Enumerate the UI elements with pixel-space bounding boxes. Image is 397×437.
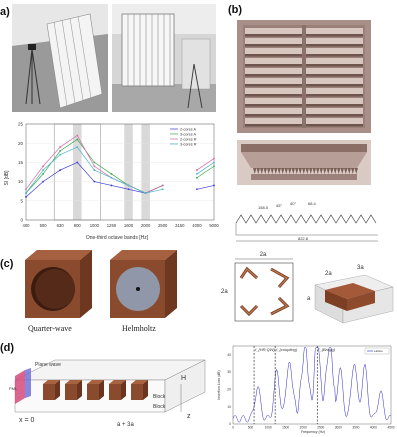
- block-a-label: Block: [153, 394, 166, 400]
- unit-cell-3d: [305, 255, 397, 335]
- waveguide-block: [109, 384, 121, 400]
- series-point: [93, 165, 95, 167]
- y-tick-label: 10: [227, 404, 231, 409]
- series-point: [42, 181, 44, 183]
- series-point: [59, 146, 61, 148]
- x-tick-label: 3150: [175, 223, 185, 228]
- length-label-text: a + 3a: [117, 422, 134, 428]
- pml-label: PML: [9, 386, 18, 391]
- dim-822: 822.8: [297, 236, 309, 241]
- louver-side-photo: [237, 140, 371, 185]
- x-tick-label: 2000: [299, 425, 307, 430]
- marker-label: f_{coupling}: [276, 347, 298, 352]
- marker-label: f_{Bragg}: [318, 347, 335, 352]
- waveguide-block: [131, 384, 143, 400]
- series-point: [76, 135, 78, 137]
- waveguide-blocks: [43, 380, 148, 400]
- panel-d-ylabel: Insertion Loss (dB): [217, 370, 221, 400]
- series-point: [162, 188, 164, 190]
- legend-entry: 2-cores A: [180, 127, 197, 132]
- panel-d-chart-plot: [227, 346, 395, 430]
- legend-entry: 2-cores R: [180, 137, 197, 142]
- y-tick-label: 25: [17, 121, 23, 127]
- marker-label: f_{HR,QW}: [255, 347, 275, 352]
- x-tick-label: 1000: [264, 425, 272, 430]
- series-point: [59, 154, 61, 156]
- dim-3a-3d: 3a: [357, 265, 364, 271]
- dim-158: 158.5: [258, 205, 269, 210]
- y-tick-label: 0: [20, 217, 23, 223]
- series-line: [197, 185, 214, 189]
- dim-68: 68.4: [308, 201, 316, 206]
- x-tick-label: 4000: [192, 223, 202, 228]
- length-label: [117, 422, 135, 428]
- series-point: [196, 169, 198, 171]
- dim-2a-left: 2a: [221, 289, 228, 295]
- waveguide-block: [43, 384, 55, 400]
- room-wall-photo-drawing: [112, 4, 216, 112]
- helmholtz-caption: Helmholtz: [122, 324, 156, 333]
- room-wall-photo: [112, 4, 216, 112]
- x-tick-label: 2500: [158, 223, 168, 228]
- series-point: [59, 150, 61, 152]
- panel-a-ylabel: SI [dB]: [4, 170, 10, 186]
- x0-label: x = 0: [19, 417, 35, 424]
- panel-d-chart: [215, 340, 395, 435]
- panel-d-label: (d): [0, 342, 15, 354]
- quarter-wave-caption: Quarter-wave: [28, 324, 72, 333]
- room-corner-photo-drawing: [12, 4, 108, 112]
- y-tick-label: 40: [227, 352, 231, 357]
- x-tick-label: 1000: [89, 223, 100, 228]
- block-b-label: Block: [153, 404, 166, 410]
- y-tick-label: 20: [17, 140, 23, 146]
- series-point: [128, 185, 130, 187]
- series-point: [196, 188, 198, 190]
- x-tick-label: 5000: [209, 223, 219, 228]
- panel-b-label: (b): [228, 4, 243, 16]
- panel-a-xlabel: One-third octave bands [Hz]: [85, 235, 149, 241]
- panel-a-chart: [0, 118, 220, 243]
- series-point: [25, 192, 27, 194]
- room-corner-photo: [12, 4, 108, 112]
- louver-side-drawing: [237, 140, 371, 185]
- series-point: [42, 169, 44, 171]
- x-tick-label: 500: [247, 425, 254, 430]
- series-point: [25, 196, 27, 198]
- x-tick-label: 800: [73, 223, 81, 228]
- series-point: [42, 165, 44, 167]
- x-tick-label: 1250: [106, 223, 117, 228]
- dim-45: 45°: [276, 203, 283, 208]
- panel-a-chart-plot: [18, 122, 219, 228]
- series-point: [93, 169, 95, 171]
- y-tick-label: 5: [20, 198, 23, 204]
- louver-front-drawing: [237, 20, 371, 133]
- panel-a-label: a): [0, 6, 10, 18]
- x-tick-label: 4500: [387, 425, 395, 430]
- series-point: [111, 185, 113, 187]
- panel-c-label: (c): [0, 258, 14, 270]
- insertion-loss-line: [233, 348, 391, 423]
- x-tick-label: 4000: [369, 425, 377, 430]
- y-tick-label: 20: [227, 387, 231, 392]
- x-tick-label: 2500: [317, 425, 325, 430]
- x-tick-label: 2000: [140, 223, 151, 228]
- series-point: [76, 162, 78, 164]
- sawtooth-profile: [236, 215, 376, 223]
- series-point: [213, 185, 215, 187]
- waveguide-block: [65, 384, 77, 400]
- x-tick-label: 3500: [352, 425, 360, 430]
- y-tick-label: 30: [227, 370, 231, 375]
- louver-front-photo: [237, 20, 371, 133]
- series-point: [25, 188, 27, 190]
- dim-2a-3d: 2a: [325, 271, 332, 277]
- z-label: z: [187, 413, 191, 420]
- y-tick-label: 10: [17, 179, 23, 185]
- shaded-band: [73, 124, 82, 220]
- sawtooth-drawing: [228, 195, 388, 245]
- y-tick-label: 0: [229, 422, 231, 427]
- series-point: [93, 162, 95, 164]
- legend-entry: 3-cores A: [180, 132, 197, 137]
- series-point: [145, 192, 147, 194]
- waveguide-block: [87, 384, 99, 400]
- series-point: [196, 173, 198, 175]
- helmholtz-resonator: [110, 250, 180, 322]
- series-point: [128, 188, 130, 190]
- series-point: [213, 158, 215, 160]
- unit-cell-topview: [215, 248, 305, 338]
- waveguide-diagram: [5, 340, 210, 435]
- series-point: [111, 177, 113, 179]
- x-tick-label: 400: [22, 223, 30, 228]
- shaded-band: [141, 124, 150, 220]
- quarter-wave-resonator: [25, 250, 95, 322]
- plane-wave-label: Plane wave: [35, 362, 61, 368]
- series-point: [213, 162, 215, 164]
- dim-2a-top: 2a: [259, 252, 267, 258]
- series-point: [111, 173, 113, 175]
- series-point: [213, 165, 215, 167]
- x-tick-label: 1500: [282, 425, 290, 430]
- dim-a-3d: a: [307, 296, 311, 302]
- series-point: [42, 173, 44, 175]
- shaded-band: [124, 124, 133, 220]
- h-label: H: [181, 375, 187, 382]
- dim-40: 40°: [290, 201, 297, 206]
- legend-entry: 3-cores R: [180, 142, 197, 147]
- x-tick-label: 0: [232, 425, 234, 430]
- x-tick-label: 500: [39, 223, 47, 228]
- x-tick-label: 630: [56, 223, 64, 228]
- series-point: [76, 138, 78, 140]
- legend-entry: Lattice: [374, 349, 383, 354]
- series-point: [59, 169, 61, 171]
- series-point: [162, 185, 164, 187]
- x-tick-label: 3000: [334, 425, 342, 430]
- y-tick-label: 15: [17, 160, 23, 165]
- series-point: [76, 146, 78, 148]
- panel-d-xlabel: Frequency (Hz): [300, 430, 326, 434]
- series-point: [196, 177, 198, 179]
- x-tick-label: 1600: [123, 223, 134, 228]
- series-point: [93, 181, 95, 183]
